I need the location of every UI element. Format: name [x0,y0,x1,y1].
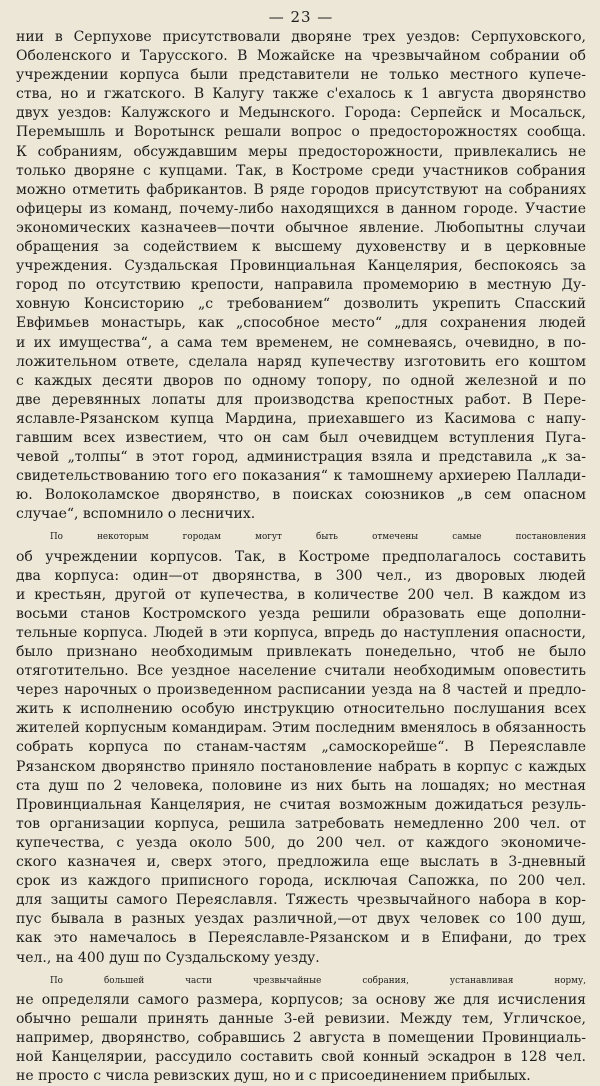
text-line: гавшим всех известием, что он сам был очевидцем вступления Пуга- [16,429,586,446]
text-line: Оболенского и Тарусского. В Можайске на чрезвычайном собрании об [16,48,586,65]
text-line: ложительном ответе, сделала наряд купечеству изготовить его коштом [16,353,586,370]
text-line: срок из каждого приписного города, исключая Сапожка, по 200 чел. [16,873,586,890]
paragraph [16,972,586,1086]
text-line: для защиты самого Переяславля. Тяжесть чрезвычайного набора в кор- [16,892,586,909]
text-line: яславле-Рязанском купца Мардина, приехавшего из Касимова с напу- [16,410,586,427]
text-line: К собраниям, обсуждавшим меры предосторожности, привлекались не [16,143,586,160]
text-line: ховную Консисторию „с требованием“ дозволить укрепить Спасский [16,296,586,313]
text-line: пус бывала в разных уездах различной,—от двух человек со 100 душ, [16,911,586,928]
page-number: — 23 — [268,8,334,26]
text-line: было признано необходимым привлекать понедельно, чтоб не было [16,644,586,660]
text-line: два корпуса: один—от дворянства, в 300 чел., из дворовых людей [16,567,586,584]
text-line: ной Канцелярии, рассудило составить свой конный эскадрон в 128 чел. [16,1048,586,1065]
paragraph [16,28,586,524]
text-line: с каждых десяти дворов по одному топору, по одной железной и по [16,372,586,389]
text-line: жителей корпусным командирам. Этим последним вменялось в обязанность [16,720,586,737]
text-line: По некоторым городам могут быть отмечены самые постановления [50,532,586,543]
text-line: через нарочных о произведенном расписании уезда на 8 частей и предло- [16,682,586,699]
text-line: купечества, с уезда около 500, до 200 чел. от каждого экономиче- [16,834,586,851]
text-line: например, дворянство, собравшись 2 августа в помещении Провинциаль- [16,1029,586,1046]
text-line: Евфимьев монастырь, как „способное место“ „для сохранения людей [16,315,586,332]
text-line: собрать корпуса по станам-частям „самоскорейше“. В Переяславле [16,739,586,756]
text-line: тельные корпуса. Людей в эти корпуса, впредь до наступления опасности, [16,624,586,641]
text-line: обращения за содействием к высшему духовенству и в церковные [16,239,586,256]
text-line: учреждении корпуса были представители не только местного купече- [16,67,586,84]
text-line: отяготительно. Все уездное население считали необходимым оповестить [16,663,586,680]
text-line: город по отсутствию крепости, направила промеморию в местную Ду- [16,277,586,294]
text-line: не просто с числа ревизских душ, но и с присоединением прибылых. [16,1068,531,1085]
text-line: тов организации корпуса, решила затребовать немедленно 200 чел. от [16,815,586,832]
text-line: чевой „толпы“ в этот город, администрация взяла и представила „к за- [16,449,586,466]
text-line: случае“, вспомнило о лесничих. [16,506,256,523]
text-line: экономических казначеев—почти обычное явление. Любопытны случаи [16,219,586,236]
text-line: Перемышль и Воротынск решали вопрос о предосторожностях сообща. [16,124,586,141]
text-line: Рязанском дворянство приняло постановление набрать в корпус с каждых [16,758,586,775]
text-line: ства, но и гжатского. В Калугу также с'ехалось к 1 августа дворянство [16,86,586,103]
text-line: По большей части чрезвычайные собрания, устанавливая норму, [50,975,586,986]
text-line: жить к исполнению особую инструкцию относительно послушания всех [16,701,586,718]
text-line: ю. Волоколамское дворянство, в поисках союзников „в сем опасном [16,487,586,504]
text-line: обычно решали принять данные 3-ей ревизии. Между тем, Угличское, [16,1010,586,1027]
text-line: офицеры из команд, почему-либо находящихся в данном городе. Участие [16,200,586,217]
body-text [16,28,586,1086]
text-line: свидетельствованию того его показания“ к тамошнему архиерею Паллади- [16,468,586,485]
text-line: две деревянных лопаты для производства крепостных работ. В Пере- [16,391,586,408]
text-line: можно отметить фабрикантов. В ряде городов присутствуют на собраниях [16,181,586,198]
text-line: и их имущества“, а сама тем временем, не сомневаясь, очевидно, в по- [16,334,586,351]
text-line: двух уездов: Калужского и Медынского. Города: Серпейск и Мосальск, [16,105,586,122]
text-line: об учреждении корпусов. Так, в Костроме предполагалось составить [16,548,586,565]
text-line: нии в Серпухове присутствовали дворяне трех уездов: Серпуховского, [16,29,586,45]
text-line: восьми станов Костромского уезда решили образовать еще дополни- [16,605,586,622]
text-line: ста душ по 2 человека, половине из них быть на лошадях; но местная [16,777,586,794]
text-line: только дворяне с купцами. Так, в Костроме среди участников собрания [16,162,586,179]
text-line: Провинциальная Канцелярия, не считая возможным дожидаться резуль- [16,796,586,813]
text-line: учреждения. Суздальская Провинциальная Канцелярия, беспокоясь за [16,258,586,275]
text-line: ского казначея и, сверх этого, предложила еще выслать в 3-дневный [16,854,586,871]
text-line: как это намечалось в Переяславле-Рязанском и в Епифани, до трех [16,930,586,947]
text-line: и крестьян, другой от купечества, в количестве 200 чел. В каждом из [16,586,586,603]
paragraph [16,528,586,967]
text-line: чел., на 400 душ по Суздальскому уезду. [16,949,320,966]
text-line: не определяли самого размера, корпусов; за основу же для исчисления [16,991,586,1008]
